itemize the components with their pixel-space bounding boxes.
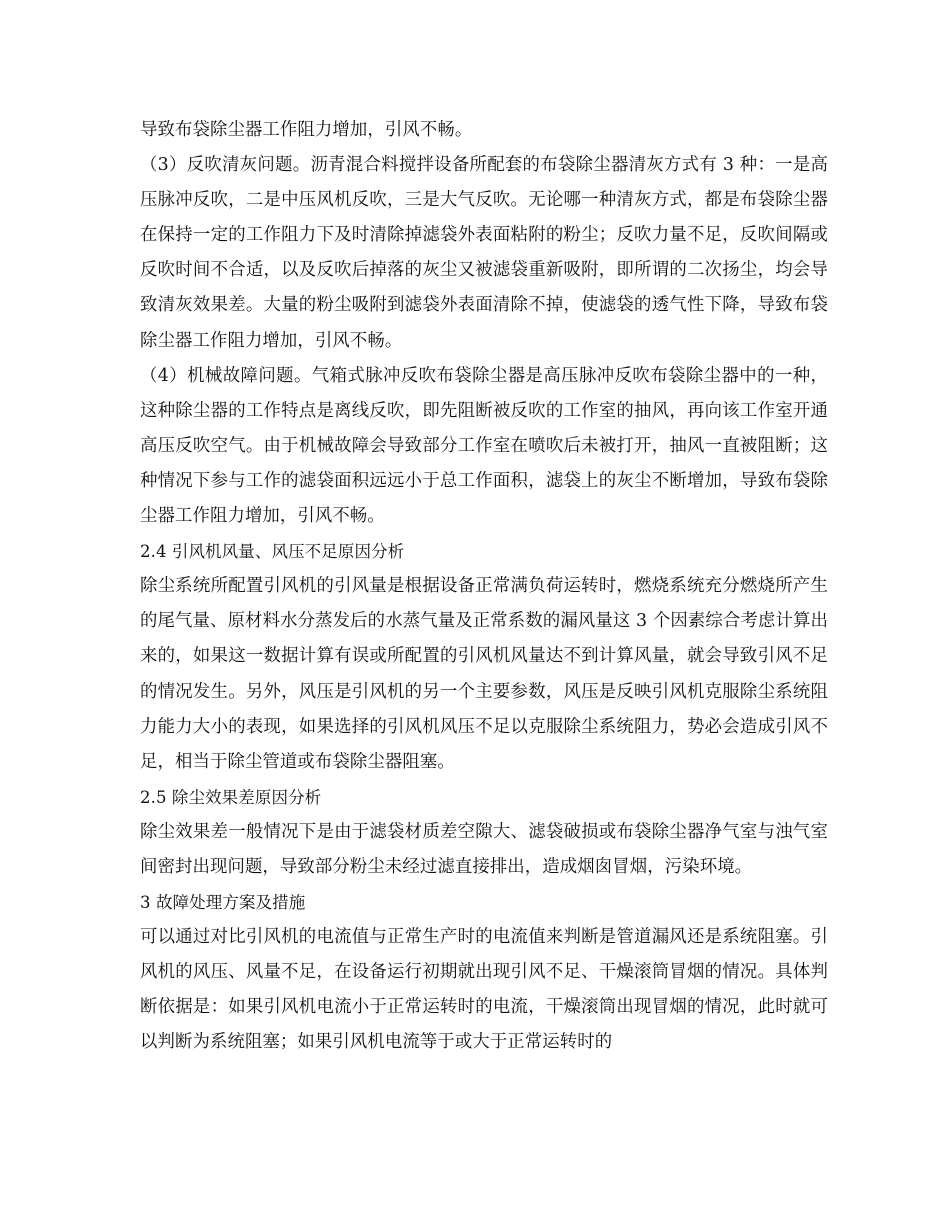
paragraph-backflush-cleaning: （3）反吹清灰问题。沥青混合料搅拌设备所配套的布袋除尘器清灰方式有 3 种：一是高压脉冲反吹，二是中压风机反吹，三是大气反吹。无论哪一种清灰方式，都是布袋除尘器在保持一定的工作阻力下及时清除掉滤袋外表面粘附的粉尘；反吹力量不足，反吹间隔或反吹时间不合适，以及反吹后掉落的灰尘又被滤袋重新吸附，即所谓的二次扬尘，均会导致清灰效果差。大量的粉尘吸附到滤袋外表面清除不掉，使滤袋的透气性下降，导致布袋除尘器工作阻力增加，引风不畅。 — [140, 155, 828, 351]
section-heading-2-4: 2.4 引风机风量、风压不足原因分析 — [140, 542, 405, 562]
section-heading-3: 3 故障处理方案及措施 — [140, 893, 306, 913]
paragraph-troubleshooting: 可以通过对比引风机的电流值与正常生产时的电流值来判断是管道漏风还是系统阻塞。引风机的风压、风量不足，在设备运行初期就出现引风不足、干燥滚筒冒烟的情况。具体判断依据是：如果引风机电流小于正常运转时的电流，干燥滚筒出现冒烟的情况，此时就可以判断为系统阻塞；如果引风机电流等于或大于正常运转时的 — [140, 927, 828, 1053]
paragraph-fan-airflow: 除尘系统所配置引风机的引风量是根据设备正常满负荷运转时，燃烧系统充分燃烧所产生的尾气量、原材料水分蒸发后的水蒸气量及正常系数的漏风量这 3 个因素综合考虑计算出来的，如果这一数据计算有误或所配置的引风机风量达不到计算风量，就会导致引风不足的情况发生。另外，风压是引风机的另一个主要参数，风压是反映引风机克服除尘系统阻力能力大小的表现，如果选择的引风机风压不足以克服除尘系统阻力，势必会造成引风不足，相当于除尘管道或布袋除尘器阻塞。 — [140, 576, 828, 772]
paragraph-continuation: 导致布袋除尘器工作阻力增加，引风不畅。 — [140, 120, 473, 140]
document-body — [140, 113, 828, 1061]
paragraph-dust-removal: 除尘效果差一般情况下是由于滤袋材质差空隙大、滤袋破损或布袋除尘器净气室与浊气室间密封出现问题，导致部分粉尘未经过滤直接排出，造成烟囱冒烟，污染环境。 — [140, 821, 828, 877]
section-heading-2-5: 2.5 除尘效果差原因分析 — [140, 787, 322, 807]
paragraph-mechanical-failure: （4）机械故障问题。气箱式脉冲反吹布袋除尘器是高压脉冲反吹布袋除尘器中的一种，这种除尘器的工作特点是离线反吹，即先阻断被反吹的工作室的抽风，再向该工作室开通高压反吹空气。由于机械故障会导致部分工作室在喷吹后未被打开，抽风一直被阻断；这种情况下参与工作的滤袋面积远远小于总工作面积，滤袋上的灰尘不断增加，导致布袋除尘器工作阻力增加，引风不畅。 — [140, 365, 828, 527]
